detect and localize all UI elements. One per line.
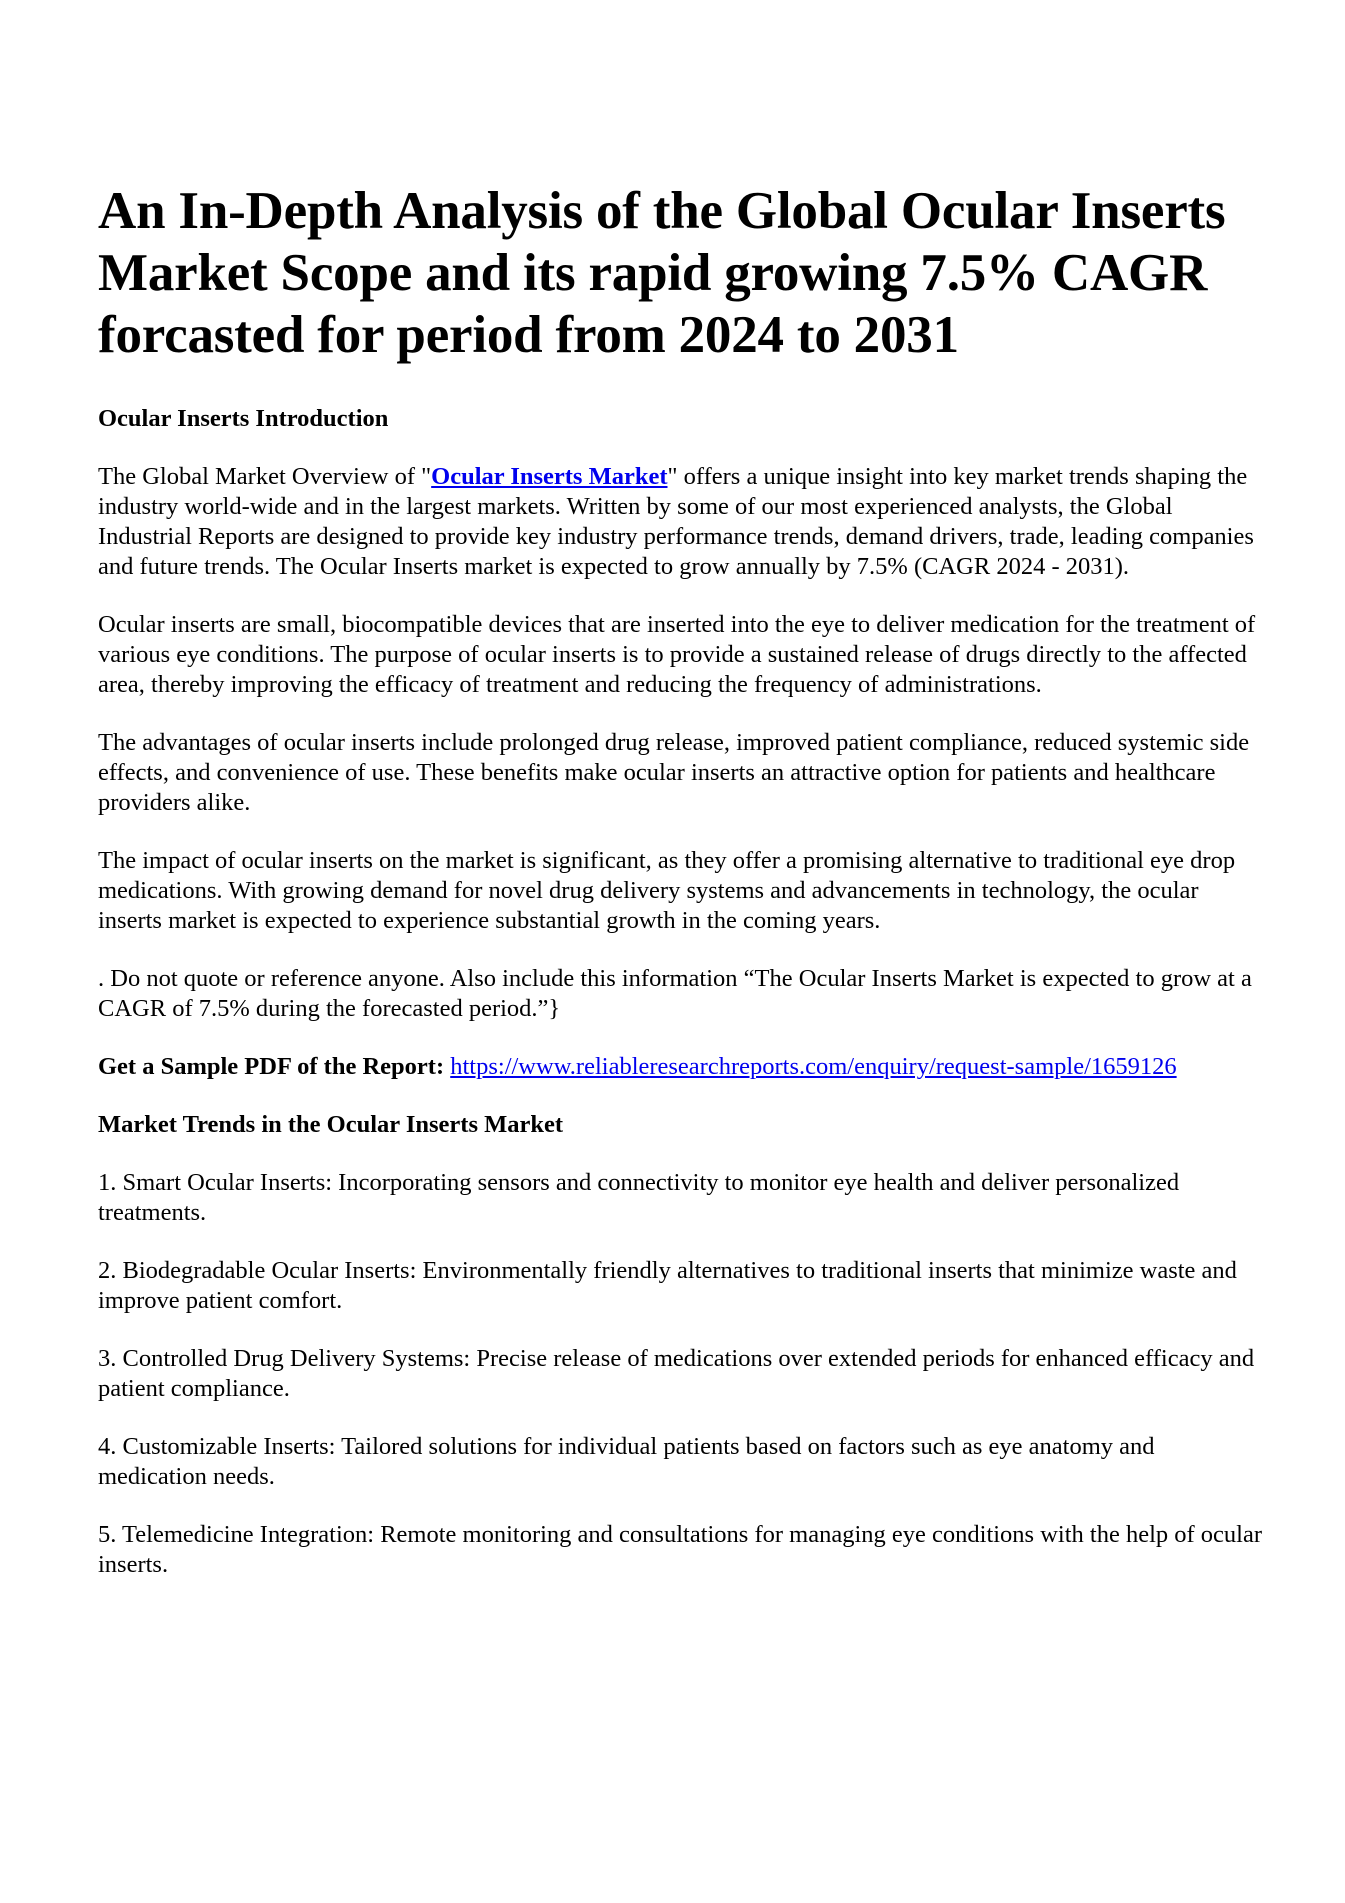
trend-item: 4. Customizable Inserts: Tailored solutions for individual patients based on factors such as eye anatomy and medication needs. (98, 1433, 1155, 1490)
paragraph-impact: The impact of ocular inserts on the market is significant, as they offer a promising alternative to traditional eye drop medications. With growing demand for novel drug delivery systems and advancements in technology, the ocular inserts market is expected to experience substantial growth in the coming years. (98, 847, 1236, 934)
page-title: An In-Depth Analysis of the Global Ocular Inserts Market Scope and its rapid growing 7.5% CAGR forcasted for period from 2024 to 2031 (98, 182, 1226, 364)
sample-pdf-line (98, 1052, 1268, 1082)
document-page (98, 180, 1268, 1608)
paragraph-cagr-note: . Do not quote or reference anyone. Also include this information “The Ocular Inserts Market is expected to grow at a CAGR of 7.5% during the forecasted period.”} (98, 965, 1252, 1022)
intro-heading: Ocular Inserts Introduction (98, 405, 389, 432)
trends-heading: Market Trends in the Ocular Inserts Market (98, 1111, 564, 1138)
sample-pdf-label: Get a Sample PDF of the Report: (98, 1053, 445, 1080)
intro-paragraph (98, 462, 1268, 582)
ocular-inserts-market-link[interactable]: Ocular Inserts Market (431, 463, 668, 490)
trend-item: 3. Controlled Drug Delivery Systems: Precise release of medications over extended periods for enhanced efficacy and patient compliance. (98, 1345, 1255, 1402)
sample-pdf-link[interactable]: https://www.reliableresearchreports.com/enquiry/request-sample/1659126 (450, 1053, 1177, 1080)
trend-item: 1. Smart Ocular Inserts: Incorporating sensors and connectivity to monitor eye health and deliver personalized treatments. (98, 1169, 1180, 1226)
paragraph-advantages: The advantages of ocular inserts include prolonged drug release, improved patient compliance, reduced systemic side effects, and convenience of use. These benefits make ocular inserts an attractive option for patients and healthcare providers alike. (98, 729, 1250, 816)
paragraph-definition: Ocular inserts are small, biocompatible devices that are inserted into the eye to deliver medication for the treatment of various eye conditions. The purpose of ocular inserts is to provide a sustained release of drugs directly to the affected area, thereby improving the efficacy of treatment and reducing the frequency of administrations. (98, 611, 1256, 698)
intro-suffix: " offers a unique insight into key market trends shaping the industry world-wide and in the largest markets. Written by some of our most experienced analysts, the Global Industrial Reports are designed to provide key industry performance trends, demand drivers, trade, leading companies and future trends. The Ocular Inserts market is expected to grow annually by 7.5% (CAGR 2024 - 2031). (98, 463, 1254, 580)
intro-prefix: The Global Market Overview of " (98, 463, 432, 490)
trend-item: 2. Biodegradable Ocular Inserts: Environmentally friendly alternatives to traditional inserts that minimize waste and improve patient comfort. (98, 1257, 1237, 1314)
trend-item: 5. Telemedicine Integration: Remote monitoring and consultations for managing eye conditions with the help of ocular inserts. (98, 1521, 1263, 1578)
